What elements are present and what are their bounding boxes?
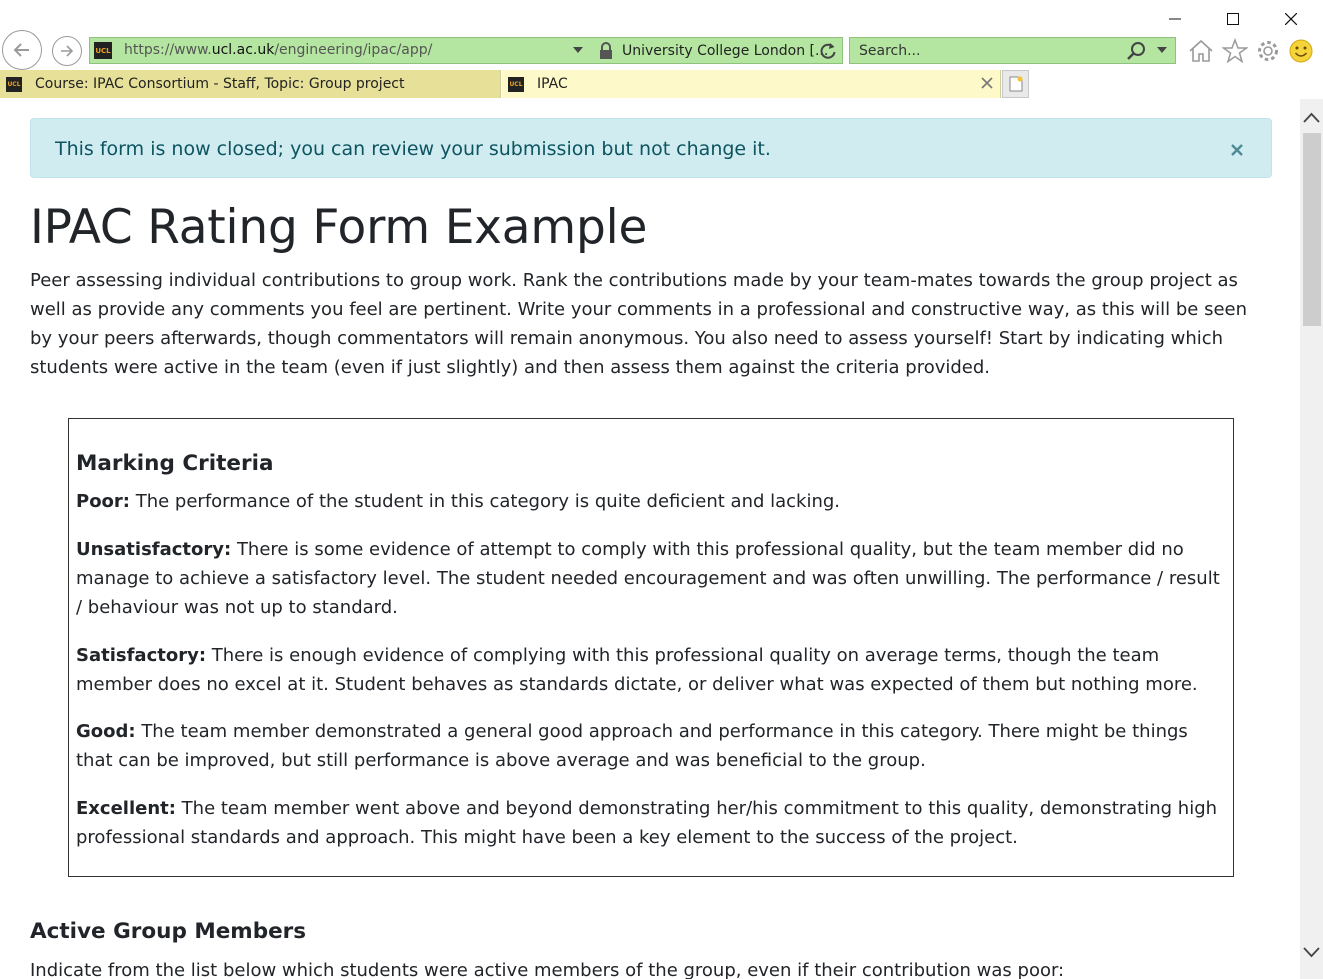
close-icon <box>1285 13 1297 25</box>
refresh-icon[interactable] <box>818 41 838 61</box>
criterion-good <box>76 717 1226 775</box>
arrow-left-icon <box>11 39 33 61</box>
back-button[interactable] <box>2 30 42 70</box>
new-tab-button[interactable] <box>1002 70 1029 98</box>
criterion-text: There is some evidence of attempt to comply with this professional quality, but the team member did no manage to achieve a satisfactory level. The student needed encouragement and was often unwilling. The performance / result / behaviour was not up to standard. <box>76 539 1220 618</box>
site-identity[interactable]: University College London [... <box>622 43 829 59</box>
criterion-text: There is enough evidence of complying with this professional quality on average terms, though the team member does no excel at it. Student behaves as standards dictate, or deliver what was expected of them but nothing more. <box>76 645 1198 695</box>
active-members-heading: Active Group Members <box>30 919 307 944</box>
criterion-excellent <box>76 794 1226 852</box>
criterion-text: The performance of the student in this category is quite deficient and lacking. <box>130 491 841 512</box>
feedback-button[interactable] <box>1287 37 1315 65</box>
tab-favicon: UCL <box>508 77 524 92</box>
smiley-icon <box>1288 38 1314 64</box>
chevron-up-icon[interactable] <box>1302 111 1321 125</box>
forward-button[interactable] <box>52 36 82 66</box>
marking-criteria-box <box>68 418 1234 877</box>
criterion-text: The team member demonstrated a general good approach and performance in this category. There might be things that can be improved, but still performance is above average and was beneficial to the group. <box>76 721 1188 771</box>
minimize-button[interactable] <box>1152 6 1198 32</box>
maximize-icon <box>1227 13 1239 25</box>
vertical-scrollbar[interactable] <box>1300 99 1323 979</box>
chevron-down-icon[interactable] <box>1302 945 1321 959</box>
url-domain: ucl.ac.uk <box>211 42 275 58</box>
close-icon[interactable] <box>980 76 994 90</box>
criterion-label: Excellent: <box>76 798 176 819</box>
gear-icon <box>1255 38 1281 64</box>
alert-close-button[interactable] <box>1227 140 1247 160</box>
tab-course[interactable] <box>0 70 501 98</box>
chevron-down-icon[interactable] <box>572 44 584 56</box>
url-path: /engineering/ipac/app/ <box>274 42 433 58</box>
alert-message: This form is now closed; you can review your submission but not change it. <box>55 138 771 160</box>
page-content <box>0 99 1300 979</box>
address-bar[interactable] <box>89 37 843 64</box>
url-text[interactable] <box>124 42 432 58</box>
criterion-label: Satisfactory: <box>76 645 207 666</box>
window-close-button[interactable] <box>1268 6 1314 32</box>
intro-paragraph: Peer assessing individual contributions to group work. Rank the contributions made by your team-mates towards the group project as well as provide any comments you feel are pertinent. Write your comments in a professional and constructive way, as this will be seen by your peers afterwards, though commentators will remain anonymous. You also need to assess yourself! Start by indicating which students were active in the team (even if just slightly) and then assess them against the criteria provided. <box>30 270 1248 378</box>
site-favicon: UCL <box>94 42 112 59</box>
criterion-label: Poor: <box>76 491 130 512</box>
criterion-label: Unsatisfactory: <box>76 539 232 560</box>
search-input[interactable]: Search... <box>859 43 921 59</box>
tab-ipac[interactable] <box>502 70 1001 98</box>
search-icon[interactable] <box>1126 41 1146 61</box>
tab-label: IPAC <box>537 76 568 92</box>
home-icon <box>1188 39 1214 63</box>
criteria-heading: Marking Criteria <box>76 451 274 476</box>
settings-button[interactable] <box>1254 37 1282 65</box>
arrow-right-icon <box>59 43 75 59</box>
favorites-button[interactable] <box>1221 37 1249 65</box>
maximize-button[interactable] <box>1210 6 1256 32</box>
criterion-unsatisfactory <box>76 535 1226 622</box>
scrollbar-thumb[interactable] <box>1303 133 1321 326</box>
closed-form-alert <box>30 118 1272 178</box>
search-box[interactable] <box>849 37 1176 64</box>
criterion-text: The team member went above and beyond demonstrating her/his commitment to this quality, demonstrating high professional standards and approach. This might have been a key element to the success of the project. <box>76 798 1218 848</box>
url-prefix: https://www. <box>124 42 212 58</box>
page-title: IPAC Rating Form Example <box>30 200 648 255</box>
new-tab-icon <box>1009 76 1023 92</box>
star-icon <box>1222 38 1248 64</box>
criterion-satisfactory <box>76 641 1226 699</box>
active-members-description: Indicate from the list below which students were active members of the group, even if their contribution was poor: <box>30 960 1065 979</box>
criterion-label: Good: <box>76 721 136 742</box>
minimize-icon <box>1169 13 1181 25</box>
chevron-down-icon[interactable] <box>1156 44 1168 56</box>
tab-label: Course: IPAC Consortium - Staff, Topic: Group project <box>35 76 405 92</box>
lock-icon[interactable] <box>599 42 613 60</box>
tab-favicon: UCL <box>6 77 22 92</box>
home-button[interactable] <box>1187 37 1215 65</box>
browser-chrome <box>0 0 1323 99</box>
criterion-poor <box>76 487 1226 516</box>
close-icon <box>1230 143 1244 157</box>
